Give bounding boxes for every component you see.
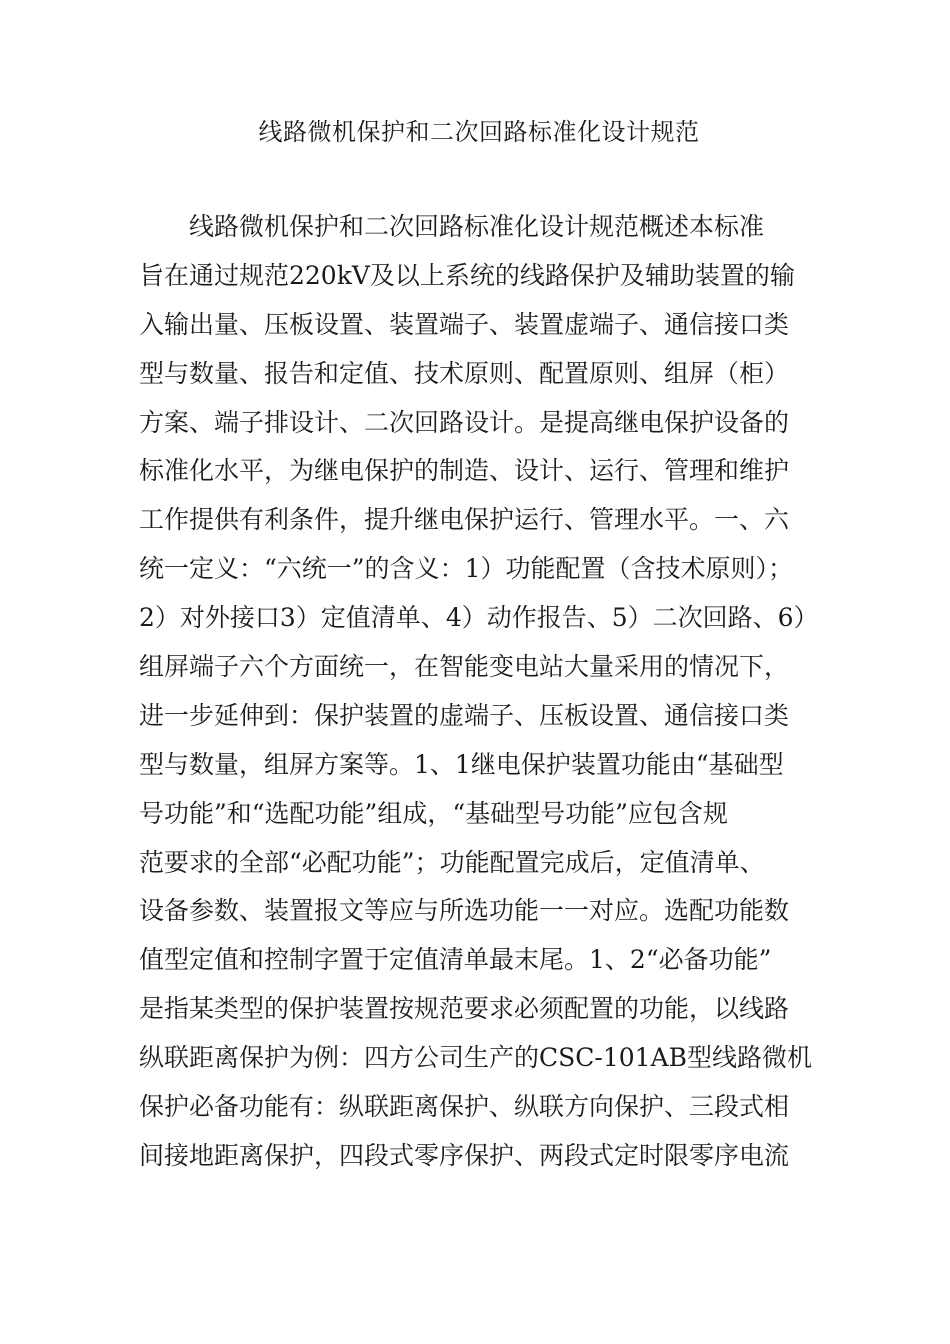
body-line: 间接地距离保护，四段式零序保护、两段式定时限零序电流 — [139, 1140, 790, 1170]
body-line: 值型定值和控制字置于定值清单最末尾。1、2“必备功能” — [139, 945, 772, 975]
body-line: 是指某类型的保护装置按规范要求必须配置的功能，以线路 — [139, 994, 790, 1024]
document-body — [139, 203, 819, 1181]
body-line: 型与数量，组屏方案等。1、1继电保护装置功能由“基础型 — [139, 749, 784, 779]
body-line: 保护必备功能有：纵联距离保护、纵联方向保护、三段式相 — [139, 1092, 790, 1122]
body-line: 纵联距离保护为例：四方公司生产的CSC-101AB型线路微机 — [139, 1043, 812, 1073]
body-line: 统一定义：“六统一”的含义：1）功能配置（含技术原则）； — [139, 554, 793, 584]
body-line: 线路微机保护和二次回路标准化设计规范概述本标准 — [189, 212, 765, 241]
body-line: 组屏端子六个方面统一，在智能变电站大量采用的情况下， — [139, 652, 790, 682]
body-line: 范要求的全部“必配功能”；功能配置完成后，定值清单、 — [139, 847, 765, 877]
body-line: 旨在通过规范220kV及以上系统的线路保护及辅助装置的输 — [139, 260, 795, 290]
body-line: 入输出量、压板设置、装置端子、装置虚端子、通信接口类 — [139, 309, 790, 339]
body-line: 标准化水平，为继电保护的制造、设计、运行、管理和维护 — [139, 456, 790, 486]
body-line: 号功能”和“选配功能”组成，“基础型号功能”应包含规 — [139, 798, 728, 828]
body-line: 设备参数、装置报文等应与所选功能一一对应。选配功能数 — [139, 896, 790, 926]
body-line: 进一步延伸到：保护装置的虚端子、压板设置、通信接口类 — [139, 700, 790, 730]
document-title: 线路微机保护和二次回路标准化设计规范 — [258, 118, 700, 146]
body-line: 型与数量、报告和定值、技术原则、配置原则、组屏（柜） — [139, 358, 790, 388]
body-line: 2）对外接口3）定值清单、4）动作报告、5）二次回路、6） — [139, 603, 819, 633]
body-line: 工作提供有利条件，提升继电保护运行、管理水平。一、六 — [139, 505, 790, 535]
body-line: 方案、端子排设计、二次回路设计。是提高继电保护设备的 — [139, 407, 790, 437]
